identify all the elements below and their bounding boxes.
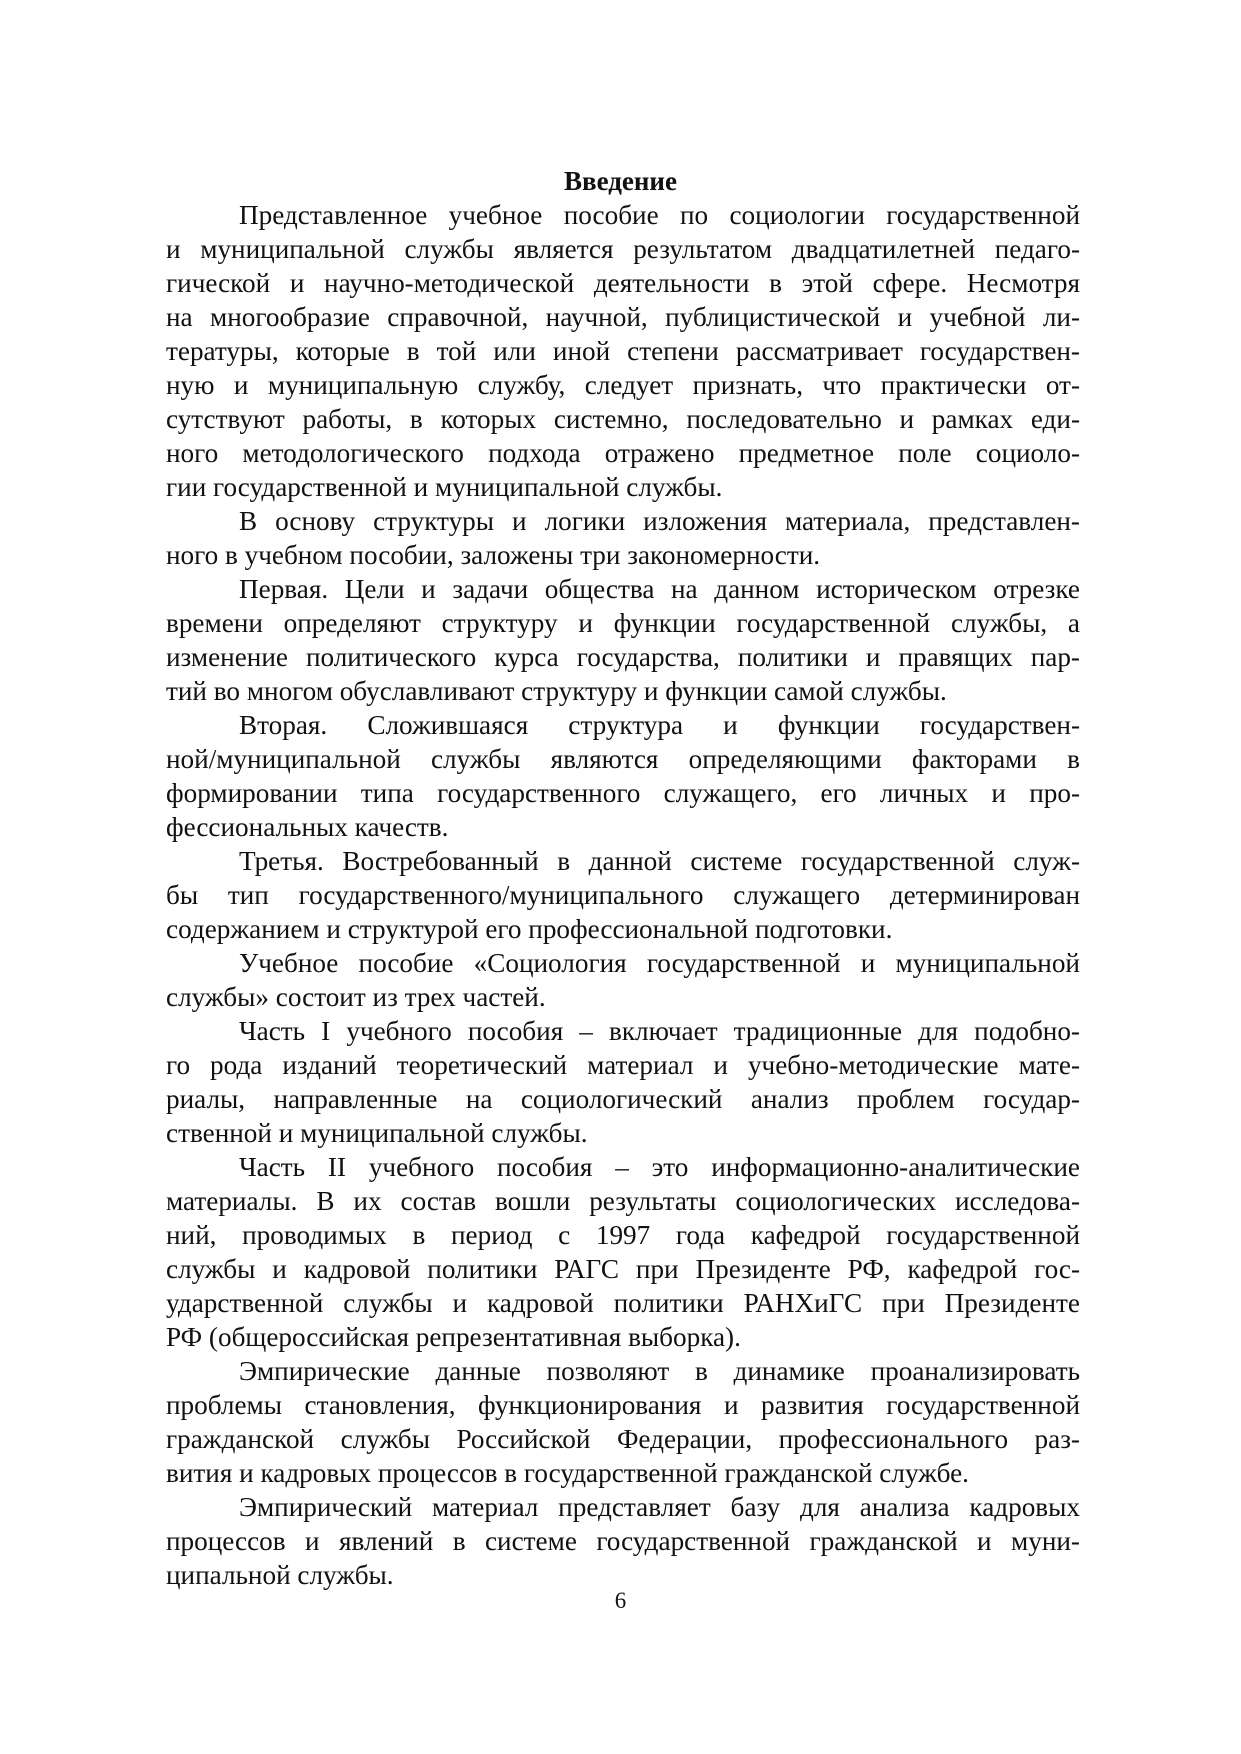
text-line: Вторая. Сложившаяся структура и функции государствен- [239,710,1080,740]
text-line: ципальной службы. [166,1560,394,1590]
text-line: службы и кадровой политики РАГС при Президенте РФ, кафедрой гос- [166,1254,1080,1284]
text-line: тий во многом обуславливают структуру и функции самой службы. [166,676,947,706]
text-line: ную и муниципальную службу, следует признать, что практически от- [166,370,1080,400]
text-line: ной/муниципальной службы являются определяющими факторами в [166,744,1080,774]
text-line: тературы, которые в той или иной степени рассматривает государствен- [166,336,1080,366]
text-line: Часть II учебного пособия – это информационно-аналитические [239,1152,1080,1182]
paragraph-1 [166,198,1080,504]
text-line: фессиональных качеств. [166,812,449,842]
text-line: ного методологического подхода отражено предметное поле социоло- [166,438,1080,468]
text-line: материалы. В их состав вошли результаты социологических исследова- [166,1186,1080,1216]
paragraph-3 [166,572,1080,708]
text-line: Третья. Востребованный в данной системе государственной служ- [239,846,1080,876]
paragraph-10 [166,1490,1080,1592]
text-line: изменение политического курса государства, политики и правящих пар- [166,642,1080,672]
text-line: риалы, направленные на социологический анализ проблем государ- [166,1084,1080,1114]
text-line: бы тип государственного/муниципального служащего детерминирован [166,880,1080,910]
paragraph-2 [166,504,1080,572]
body-text [166,198,1080,1592]
text-line: В основу структуры и логики изложения материала, представлен- [239,506,1080,536]
text-line: гии государственной и муниципальной службы. [166,472,723,502]
text-line: формировании типа государственного служащего, его личных и про- [166,778,1080,808]
text-line: го рода изданий теоретический материал и учебно-методические мате- [166,1050,1080,1080]
paragraph-8 [166,1150,1080,1354]
paragraph-4 [166,708,1080,844]
text-line: гической и научно-методической деятельности в этой сфере. Несмотря [166,268,1080,298]
text-line: времени определяют структуру и функции государственной службы, а [166,608,1080,638]
text-line: гражданской службы Российской Федерации, профессионального раз- [166,1424,1080,1454]
section-title: Введение [564,166,677,196]
text-line: на многообразие справочной, научной, публицистической и учебной ли- [166,302,1080,332]
text-line: Учебное пособие «Социология государственной и муниципальной [239,948,1080,978]
page-number: 6 [614,1588,627,1613]
text-line: службы» состоит из трех частей. [166,982,546,1012]
text-line: Эмпирические данные позволяют в динамике проанализировать [239,1356,1080,1386]
text-line: процессов и явлений в системе государственной гражданской и муни- [166,1526,1080,1556]
text-line: ний, проводимых в период с 1997 года кафедрой государственной [166,1220,1080,1250]
text-line: ударственной службы и кадровой политики РАНХиГС при Президенте [166,1288,1080,1318]
text-line: вития и кадровых процессов в государственной гражданской службе. [166,1458,969,1488]
text-line: Часть I учебного пособия – включает традиционные для подобно- [239,1016,1080,1046]
text-line: ственной и муниципальной службы. [166,1118,588,1148]
text-line: ного в учебном пособии, заложены три закономерности. [166,540,821,570]
text-line: Представленное учебное пособие по социологии государственной [239,200,1080,230]
paragraph-6 [166,946,1080,1014]
text-line: сутствуют работы, в которых системно, последовательно и рамках еди- [166,404,1080,434]
text-line: Эмпирический материал представляет базу для анализа кадровых [239,1492,1080,1522]
paragraph-5 [166,844,1080,946]
text-line: и муниципальной службы является результатом двадцатилетней педаго- [166,234,1080,264]
text-line: РФ (общероссийская репрезентативная выборка). [166,1322,741,1352]
text-line: проблемы становления, функционирования и развития государственной [166,1390,1080,1420]
text-line: Первая. Цели и задачи общества на данном историческом отрезке [239,574,1080,604]
text-line: содержанием и структурой его профессиональной подготовки. [166,914,893,944]
paragraph-9 [166,1354,1080,1490]
paragraph-7 [166,1014,1080,1150]
